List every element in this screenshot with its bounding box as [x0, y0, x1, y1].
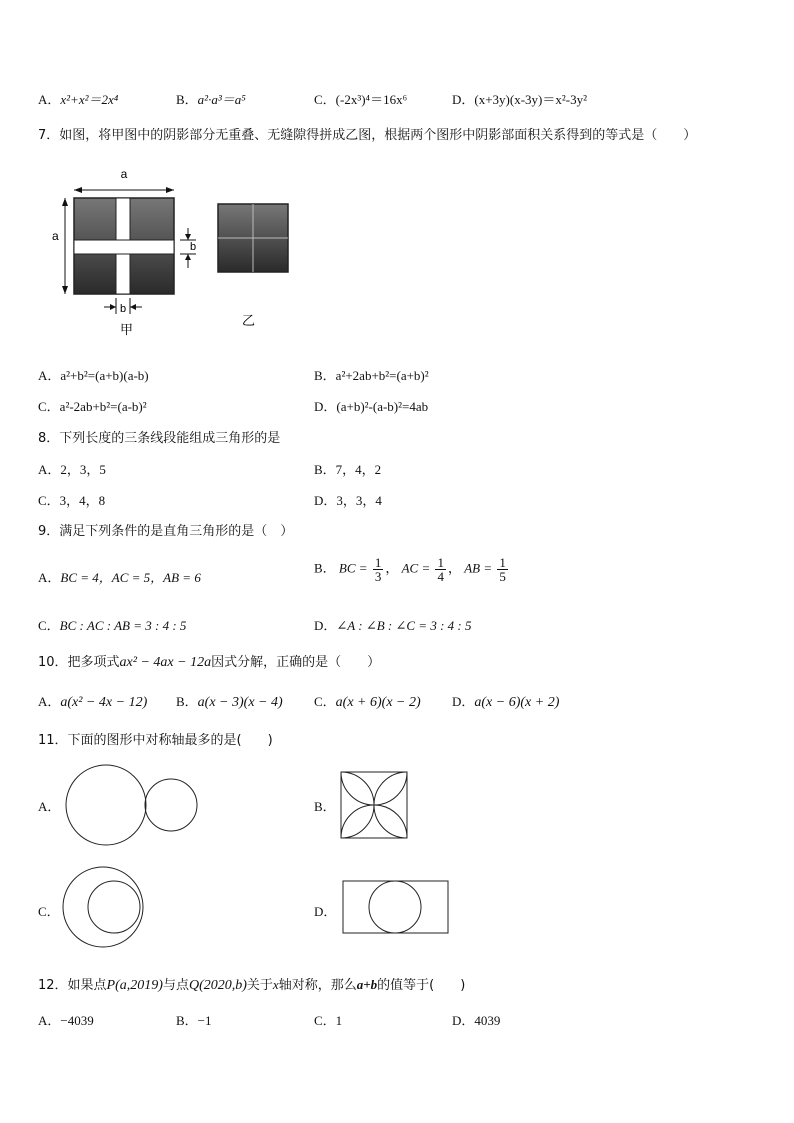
q7-stem: 7．如图，将甲图中的阴影部分无重叠、无缝隙得拼成乙图，根据两个图形中阴影部面积关系得到的等式是（ ）: [38, 128, 697, 143]
q11-option-d-label: D．: [314, 904, 337, 919]
q6-option-c: C．(-2x³)⁴＝16x⁶: [314, 92, 408, 107]
q7-option-b: B．a²+2ab+b²=(a+b)²: [314, 368, 429, 383]
q6-option-d-text: (x+3y)(x-3y)＝x²-3y²: [474, 92, 587, 107]
q10-option-b: B．a(x − 3)(x − 4): [176, 694, 283, 710]
q7-option-d: D．(a+b)²-(a-b)²=4ab: [314, 399, 429, 414]
q10-option-d: D．a(x − 6)(x + 2): [452, 694, 560, 710]
label-yi: 乙: [242, 313, 256, 328]
q9-option-b: B． BC = $\frac{1}{3}$ ， AC = $\frac{1}{4}$ ， AB = $\frac{1}{5}$: [314, 555, 506, 584]
q8-stem: 8．下列长度的三条线段能组成三角形的是: [38, 431, 281, 446]
q12-stem: 12．如果点P(a,2019)与点Q(2020,b)关于x轴对称，那么a+b的值等于( ): [38, 977, 466, 993]
q12-option-a: A．−4039: [38, 1013, 94, 1028]
q9-option-d: D．∠A : ∠B : ∠C = 3 : 4 : 5: [314, 618, 472, 633]
label-jia: 甲: [120, 322, 134, 337]
q11-stem: 11．下面的图形中对称轴最多的是( ): [38, 733, 273, 748]
q11-figure-d: [340, 875, 460, 945]
q6-option-d: D．(x+3y)(x-3y)＝x²-3y²: [452, 92, 587, 107]
q8-option-a: A．2，3，5: [38, 462, 106, 477]
label-a-top: a: [120, 167, 128, 181]
q8-option-c: C．3，4，8: [38, 493, 106, 508]
q11-figure-c: [58, 864, 158, 954]
q6-option-b: B．a²·a³＝a⁵: [176, 92, 246, 107]
q10-option-a: A．a(x² − 4x − 12): [38, 694, 148, 710]
jia-horizontal-strip: [74, 240, 174, 254]
q10-stem: 10．把多项式ax² − 4ax − 12a因式分解，正确的是（ ）: [38, 655, 381, 670]
label-a-left: a: [52, 229, 59, 243]
q11-option-a-label: A．: [38, 799, 61, 814]
q11-option-c-label: C．: [38, 904, 60, 919]
q9-option-c: C．BC : AC : AB = 3 : 4 : 5: [38, 618, 187, 633]
q11-figure-a: [58, 762, 228, 852]
label-b-bottom: b: [120, 303, 127, 315]
q6-option-c-text: (-2x³)⁴＝16x⁶: [335, 92, 408, 107]
label-b-right: b: [190, 241, 197, 253]
q9-stem: 9．满足下列条件的是直角三角形的是（ ）: [38, 524, 294, 539]
q6-option-a: A．x²+x²＝2x⁴: [38, 92, 119, 107]
q8-option-b: B．7，4，2: [314, 462, 382, 477]
q7-option-c: C．a²-2ab+b²=(a-b)²: [38, 399, 147, 414]
q9-option-a: A．BC = 4，AC = 5，AB = 6: [38, 570, 201, 585]
q8-option-d: D．3，3，4: [314, 493, 382, 508]
q11-figure-b: [338, 769, 418, 849]
q10-option-c: C．a(x + 6)(x − 2): [314, 694, 421, 710]
q12-option-c: C．1: [314, 1013, 343, 1028]
q11-option-b-label: B．: [314, 799, 336, 814]
q7-option-a: A．a²+b²=(a+b)(a-b): [38, 368, 149, 383]
q6-option-b-text: a²·a³＝a⁵: [197, 92, 246, 107]
q7-figure: [40, 162, 370, 342]
q12-option-d: D．4039: [452, 1013, 501, 1028]
q6-option-a-text: x²+x²＝2x⁴: [60, 92, 119, 107]
q12-option-b: B．−1: [176, 1013, 212, 1028]
